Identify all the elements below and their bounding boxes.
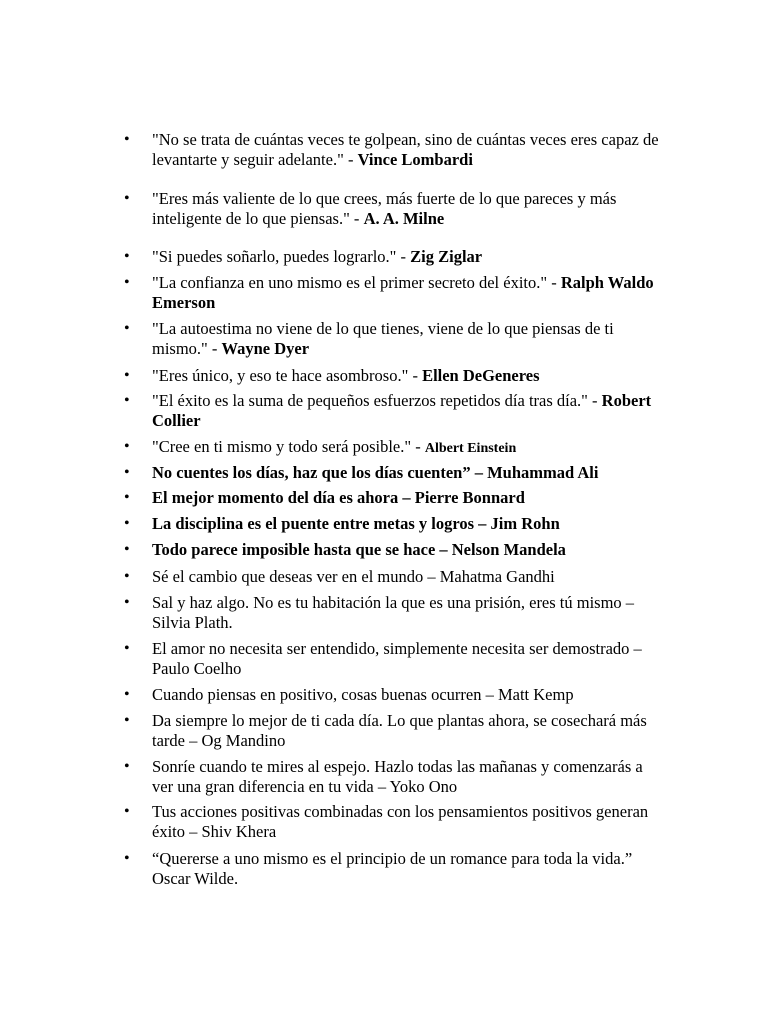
quote-text: Cuando piensas en positivo, cosas buenas ocurren – Matt Kemp (152, 685, 574, 704)
quote-text: Sal y haz algo. No es tu habitación la que es una prisión, eres tú mismo – Silvia Plath. (152, 593, 635, 632)
quote-text: “Quererse a uno mismo es el principio de un romance para toda la vida.” Oscar Wilde. (152, 849, 633, 888)
bullet-icon: • (124, 758, 130, 775)
quote-author: A. A. Milne (363, 209, 445, 228)
quote-text: "No se trata de cuántas veces te golpean, sino de cuántas veces eres capaz de levantarte y seguir adelante." - Vince Lombardi (152, 130, 659, 169)
quote-text: "La confianza en uno mismo es el primer secreto del éxito." - Ralph Waldo Emerson (152, 273, 654, 312)
bullet-icon: • (124, 367, 130, 384)
bullet-icon: • (124, 594, 130, 611)
bullet-icon: • (124, 541, 130, 558)
quote-text: "Cree en ti mismo y todo será posible." - Albert Einstein (152, 437, 517, 456)
bullet-icon: • (124, 320, 130, 337)
bullet-icon: • (124, 274, 130, 291)
quote-text: No cuentes los días, haz que los días cuenten” – Muhammad Ali (152, 463, 599, 482)
quote-author: Ellen DeGeneres (422, 366, 540, 385)
bullet-icon: • (124, 131, 130, 148)
bullet-icon: • (124, 850, 130, 867)
bullet-icon: • (124, 712, 130, 729)
quote-text: El amor no necesita ser entendido, simplemente necesita ser demostrado – Paulo Coelho (152, 639, 642, 678)
quote-text: La disciplina es el puente entre metas y logros – Jim Rohn (152, 514, 560, 533)
bullet-icon: • (124, 248, 130, 265)
bullet-icon: • (124, 190, 130, 207)
bullet-icon: • (124, 640, 130, 657)
quote-text: "El éxito es la suma de pequeños esfuerzos repetidos día tras día." - Robert Collier (152, 391, 652, 430)
quote-text: Da siempre lo mejor de ti cada día. Lo que plantas ahora, se cosechará más tarde – Og Mandino (152, 711, 647, 750)
bullet-icon: • (124, 686, 130, 703)
bullet-icon: • (124, 464, 130, 481)
quote-author: Wayne Dyer (221, 339, 310, 358)
quote-author: Albert Einstein (424, 441, 517, 456)
quote-text: "Eres único, y eso te hace asombroso." - Ellen DeGeneres (152, 366, 540, 385)
quote-author: Zig Ziglar (410, 247, 483, 266)
bullet-icon: • (124, 568, 130, 585)
bullet-icon: • (124, 803, 130, 820)
quote-author: Vince Lombardi (357, 150, 473, 169)
quote-text: Sonríe cuando te mires al espejo. Hazlo todas las mañanas y comenzarás a ver una gran diferencia en tu vida – Yoko Ono (152, 757, 643, 796)
quote-text: "Si puedes soñarlo, puedes lograrlo." - Zig Ziglar (152, 247, 483, 266)
bullet-icon: • (124, 438, 130, 455)
quote-text: "La autoestima no viene de lo que tienes, viene de lo que piensas de ti mismo." - Wayne Dyer (152, 319, 614, 358)
quote-text: El mejor momento del día es ahora – Pierre Bonnard (152, 488, 525, 507)
quote-author: Ralph Waldo Emerson (152, 273, 654, 312)
bullet-icon: • (124, 489, 130, 506)
quote-text: "Eres más valiente de lo que crees, más fuerte de lo que pareces y más inteligente de lo que piensas." - A. A. Milne (152, 189, 617, 228)
quote-author: Robert Collier (152, 391, 652, 430)
bullet-icon: • (124, 392, 130, 409)
quote-text: Sé el cambio que deseas ver en el mundo – Mahatma Gandhi (152, 567, 555, 586)
quote-text: Tus acciones positivas combinadas con los pensamientos positivos generan éxito – Shiv Khera (152, 802, 649, 841)
quote-text: Todo parece imposible hasta que se hace – Nelson Mandela (152, 540, 566, 559)
bullet-icon: • (124, 515, 130, 532)
